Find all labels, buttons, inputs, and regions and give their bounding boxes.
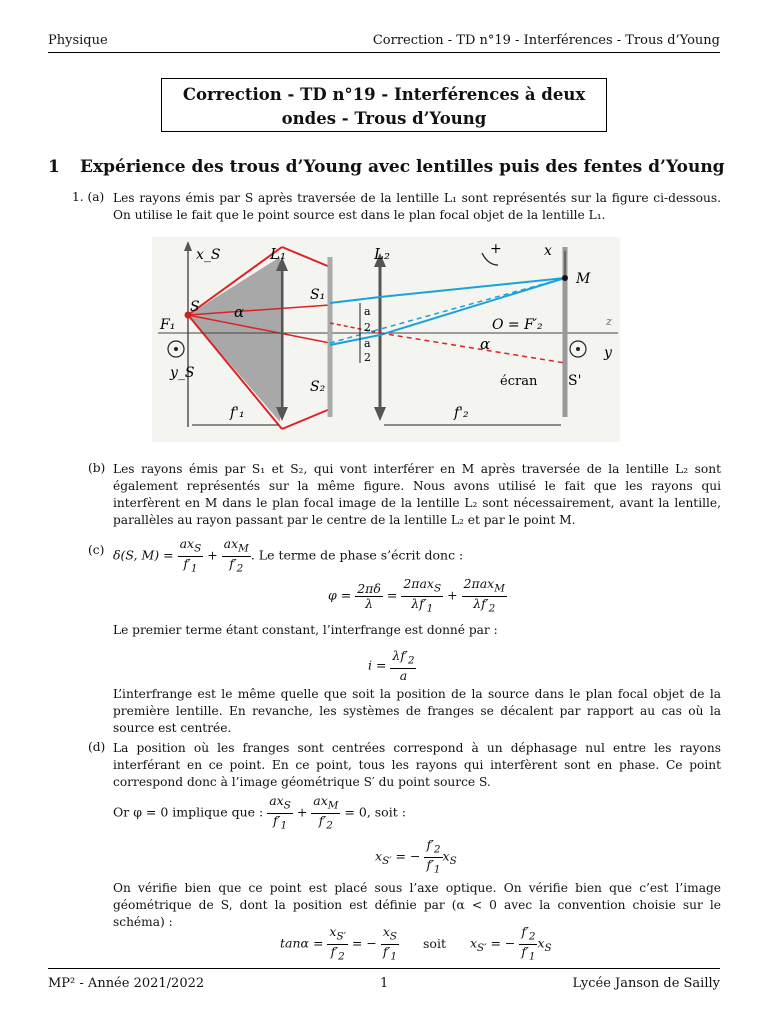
red-dashed-ray [380, 333, 565, 363]
l2-bottom-arrow [374, 407, 386, 421]
header-title: Correction - TD n°19 - Interférences - Trous d’Young [372, 33, 720, 48]
xs-arrow [184, 241, 192, 251]
label-ys: y_S [170, 365, 195, 381]
item-b-label: (b) [88, 461, 106, 475]
eq-interfrange: i = $\frac{\lambda f'_2}{a}$ [368, 648, 415, 683]
item-b-text: Les rayons émis par S₁ et S₂, qui vont interférer en M après traversée de la lentille L₂ sont également représentés sur la même figure. Nous avons utilisé le fait que les rayons qui interfèrent en M dans le plan focal image de la lentille L₂ sont nécessairement, avant la lentille, parallèles au rayon passant par le centre de la lentille L₂ et par le point M. [113, 462, 721, 527]
label-two-bottom: 2 [364, 351, 371, 364]
label-a-top: a [364, 305, 371, 318]
label-f2prime: f'₂ [454, 405, 469, 421]
blue-ray-2a [330, 335, 380, 345]
eq-zero-phase: Or φ = 0 implique que : $\frac{ax_S}{f'_1}$ + $\frac{ax_M}{f'_2}$ = 0, soit : [113, 793, 406, 831]
point-m [562, 275, 568, 281]
label-l2: L₂ [374, 245, 390, 263]
red-ray-out-top [282, 247, 330, 267]
section-title: Expérience des trous d’Young avec lentilles puis des fentes d’Young [80, 157, 725, 177]
label-two-top: 2 [364, 321, 371, 334]
label-m: M [576, 271, 591, 287]
label-alpha-2: α [480, 335, 491, 353]
item-c-text-3: L’interfrange est le même quelle que soit la position de la source dans le plan focal objet de la première lentille. En revanche, les systèmes de franges se décalent par rapport au cas où la source est centrée. [113, 687, 721, 735]
title-box [161, 78, 607, 132]
label-f1: F₁ [160, 317, 176, 333]
label-plus: + [490, 241, 502, 257]
eq-xsprime: $x_{S'}$ = − $\frac{f'_2}{f'_1}$ $x_S$ [375, 837, 457, 875]
header-rule [48, 52, 720, 53]
y-dot [576, 347, 580, 351]
label-f1prime: f'₁ [230, 405, 245, 421]
item-d-soit: = 0, soit : [344, 804, 406, 820]
label-a-bottom: a [364, 337, 371, 350]
section-heading [48, 157, 725, 177]
item-d-label: (d) [88, 740, 106, 754]
footer-school: Lycée Janson de Sailly [572, 976, 720, 991]
label-y: y [604, 345, 612, 361]
blue-ray-1a [330, 297, 380, 303]
ys-dot [174, 347, 178, 351]
item-c-text: Le terme de phase s’écrit donc : [258, 547, 464, 563]
eq-soit: soit [423, 935, 446, 951]
item-a-text: Les rayons émis par S après traversée de la lentille L₁ sont représentés sur la figure ci-dessous. On utilise le fait que le point source est dans le plan focal objet de la lentille L₁. [113, 191, 721, 222]
item-d-text: La position où les franges sont centrées correspond à un déphasage nul entre les rayons interférant en ce point. En ce point, tous les rayons qui interfèrent sont en phase. Ce point correspond donc à l’image géométrique S′ du point source S. [113, 741, 721, 789]
label-l1: L₁ [270, 245, 286, 263]
section-number: 1 [48, 157, 60, 177]
label-sprime: S' [568, 373, 582, 389]
eq-tan-alpha: tanα = $\frac{x_{S'}}{f'_2}$ = − $\frac{x_S}{f'_1}$ soit $x_{S'}$ = − $\frac{f'_2}{f'_1}$ $x_S$ [280, 924, 552, 962]
eq-phi: φ = $\frac{2\pi\delta}{\lambda}$ = $\frac{2\pi ax_S}{\lambda f'_1}$ + $\frac{2\pi ax_M}{\lambda f'_2}$ [328, 576, 505, 614]
item-c-text-2: Le premier terme étant constant, l’interfrange est donné par : [113, 623, 498, 637]
label-s2: S₂ [310, 379, 326, 395]
title-line-2: ondes - Trous d’Young [281, 109, 487, 128]
young-figure [152, 237, 620, 442]
title-line-1: Correction - TD n°19 - Interférences à deux [182, 85, 586, 104]
label-s1: S₁ [310, 287, 326, 303]
item-a-label: 1. (a) [72, 190, 105, 204]
label-xs: x_S [196, 247, 221, 263]
item-d-text-2: On vérifie bien que ce point est placé sous l’axe optique. On vérifie bien que c’est l’image géométrique de S, dont la position est définie par (α < 0 avec la convention choisie sur le schéma) : [113, 881, 721, 929]
page-number: 1 [380, 976, 389, 991]
footer-rule [48, 968, 720, 969]
item-c-label: (c) [88, 543, 105, 557]
footer-class: MP² - Année 2021/2022 [48, 976, 205, 991]
label-s: S [190, 299, 200, 315]
label-alpha-1: α [234, 303, 245, 321]
eq-delta: δ(S, M) = $\frac{ax_S}{f'_1}$ + $\frac{ax_M}{f'_2}$ . Le terme de phase s’écrit donc : [113, 536, 464, 574]
item-d-or: Or φ = 0 implique que : [113, 804, 264, 820]
red-ray-out-bottom [282, 409, 330, 429]
figure-svg [152, 237, 620, 442]
header-subject: Physique [48, 33, 108, 48]
label-o: O = F′₂ [492, 317, 543, 333]
label-x: x [544, 243, 552, 259]
red-dashed-center [330, 323, 380, 333]
label-z: z [606, 315, 612, 328]
label-ecran: écran [500, 374, 538, 389]
